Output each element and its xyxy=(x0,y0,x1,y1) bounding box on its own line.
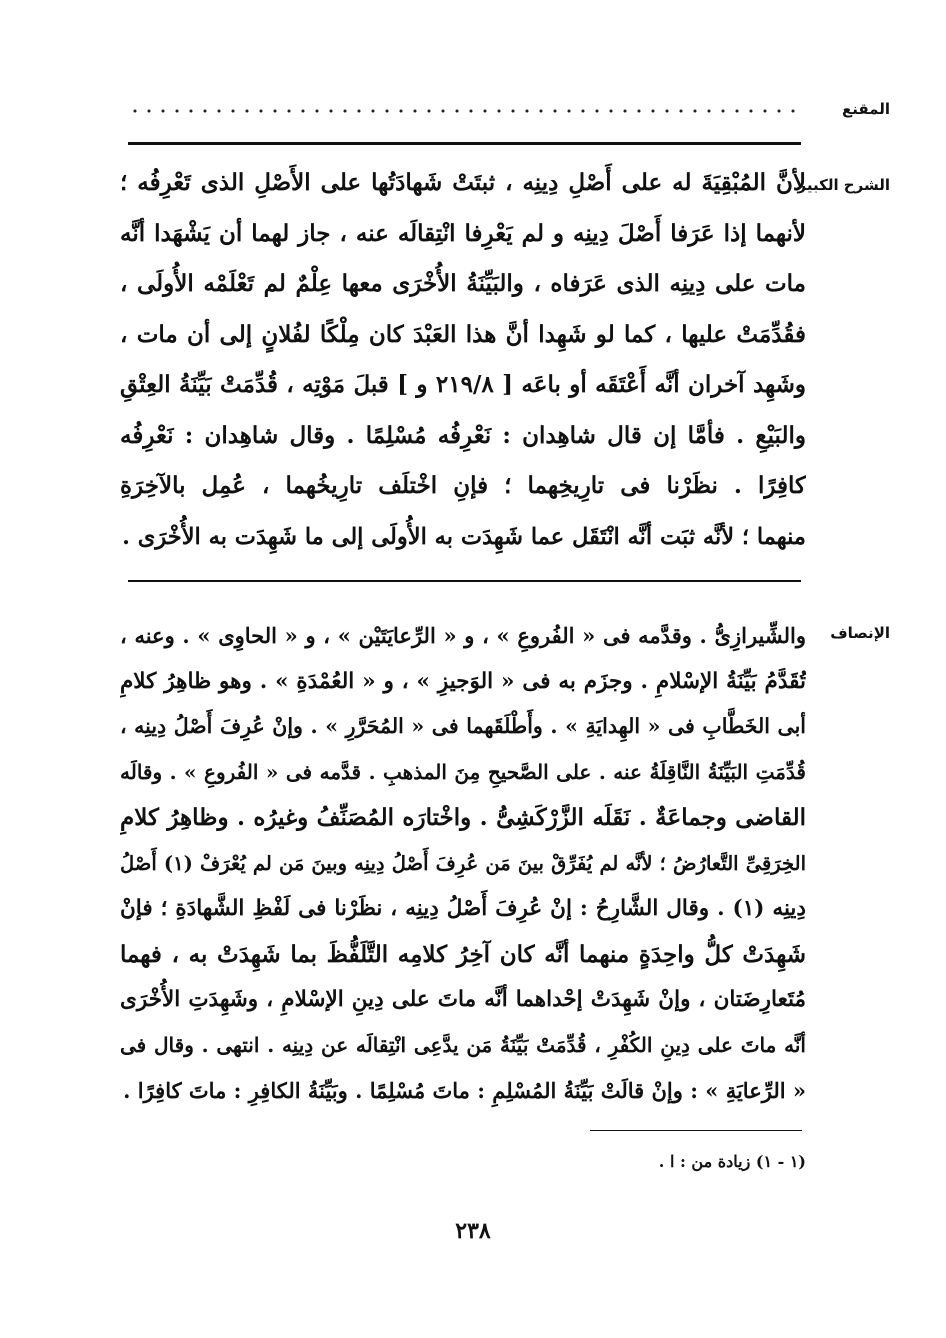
insaf-label: الإنصاف xyxy=(830,624,890,642)
sharh-text xyxy=(120,158,806,562)
insaf-line: « الرِّعايَةِ » : وإنْ قالَتْ بَيِّنَةُ المُسْلِمِ : ماتَ مُسْلِمًا . وبَيِّنَةُ الكافِرِ : ماتَ كافِرًا . xyxy=(123,1078,806,1103)
sharh-line: منهما ؛ لأنَّه ثبَت أنَّه انْتَقَل عما شَهِدَت به الأُولَى إلى ما شَهِدَت به الأُخْرَى . xyxy=(122,523,806,550)
insaf-line: أبى الخَطَّابِ فى « الهِدايَةِ » . وأَطْلَقَهما فى « المُحَرَّرِ » . وإنْ عُرِفَ أَصْلُ دِينِه ، xyxy=(120,714,806,738)
insaf-line: شَهِدَتْ كلُّ واحِدَةٍ منهما أنَّه كان آخِرُ كلامِه التَّلَفُّظَ بما شَهِدَتْ به ، فهما xyxy=(120,940,806,968)
sharh-line: فقُدِّمَتْ عليها ، كما لو شَهِدا أنَّ هذا العَبْدَ كان مِلْكًا لفُلانٍ إلى أن مات ، xyxy=(120,320,806,348)
insaf-line: دِينِه (١) . وقال الشَّارِحُ : إنْ عُرِفَ أَصْلُ دِينِه ، نظَرْنا فى لَفْظِ الشَّهادَةِ ؛ فإنْ xyxy=(120,896,806,921)
running-title: المقنع xyxy=(842,100,890,118)
sharh-line: لأنَّ المُبْقِيَةَ له على أَصْلِ دِينِه ، ثبتَتْ شَهادَتُها على الأَصْلِ الذى تَعْرِفُه ؛ xyxy=(120,169,806,196)
page-number: ٢٣٨ xyxy=(455,1218,491,1244)
insaf-line: تُقَدَّمُ بَيِّنَةُ الإسْلامِ . وجزَم به فى « الوَجيزِ » ، و « العُمْدَةِ » . وهو ظاهِرُ كلامِ xyxy=(120,668,806,694)
footnote-rule xyxy=(590,1130,802,1131)
footnote: (١ - ١) زيادة من : ا . xyxy=(658,1152,806,1171)
insaf-line: القاضى وجماعَةٌ . نَقَلَه الزَّرْكَشِىُّ . واخْتارَه المُصَنِّفُ وغيرُه . وظاهِرُ كلامِ xyxy=(120,804,806,831)
insaf-line: أنَّه ماتَ على دِينِ الكُفْرِ ، قُدِّمَتْ بَيِّنَةُ مَن يدَّعِى انْتِقالَه عن دِينِه . انتهى . وقال فى xyxy=(120,1032,806,1057)
section-rule xyxy=(128,580,801,582)
sharh-line: كافِرًا . نظَرْنا فى تارِيخِهما ؛ فإنِ اخْتلَف تارِيخُهما ، عُمِل بالآخِرَةِ xyxy=(120,472,806,499)
top-rule xyxy=(128,142,801,145)
insaf-line: قُدِّمَتِ البَيِّنَةُ النَّاقِلَةُ عنه . على الصَّحيحِ مِنَ المذهبِ . قدَّمه فى « الفُروعِ » . وقالَه xyxy=(120,759,806,784)
insaf-text xyxy=(120,613,806,1114)
insaf-line: الخِرَقِىِّ التَّعارُضُ ؛ لأنَّه لم يُفَرِّقْ بينَ مَن عُرِفَ أَصْلُ دِينِه وبينَ مَن لم يُعْرَفْ (١) أَصْلُ xyxy=(120,851,806,875)
dotted-separator xyxy=(128,104,798,118)
sharh-line: لأنهما إذا عَرَفا أَصْلَ دِينِه و لم يَعْرِفا انْتِقالَه عنه ، جاز لهما أن يَشْهَدا أنَّه xyxy=(120,219,806,247)
insaf-line: مُتَعارِضَتان ، وإنْ شَهِدَتْ إحْداهما أنَّه ماتَ على دِينِ الإسْلامِ ، وشَهِدَتِ الأُخْرَى xyxy=(120,987,806,1012)
insaf-line: والشِّيرازِىُّ . وقدَّمه فى « الفُروعِ » ، و « الرِّعايَتَيْن » ، و « الحاوِى » . وعنه ، xyxy=(120,623,806,648)
sharh-line: وشَهِد آخران أنَّه أَعْتَقَه أو باعَه [ ٢١٩/٨ و ] قبلَ مَوْتِه ، قُدِّمَتْ بَيِّنَةُ العِتْقِ xyxy=(120,371,806,398)
sharh-line: مات على دِينِه الذى عَرَفاه ، والبَيِّنَةُ الأُخْرَى معها عِلْمٌ لم تَعْلَمْه الأُولَى ، xyxy=(120,270,806,297)
sharh-label: الشرح الكبير xyxy=(797,176,890,194)
sharh-line: والبَيْعِ . فأمَّا إن قال شاهِدان : نَعْرِفُه مُسْلِمًا . وقال شاهِدان : نَعْرِفُه xyxy=(120,421,806,449)
